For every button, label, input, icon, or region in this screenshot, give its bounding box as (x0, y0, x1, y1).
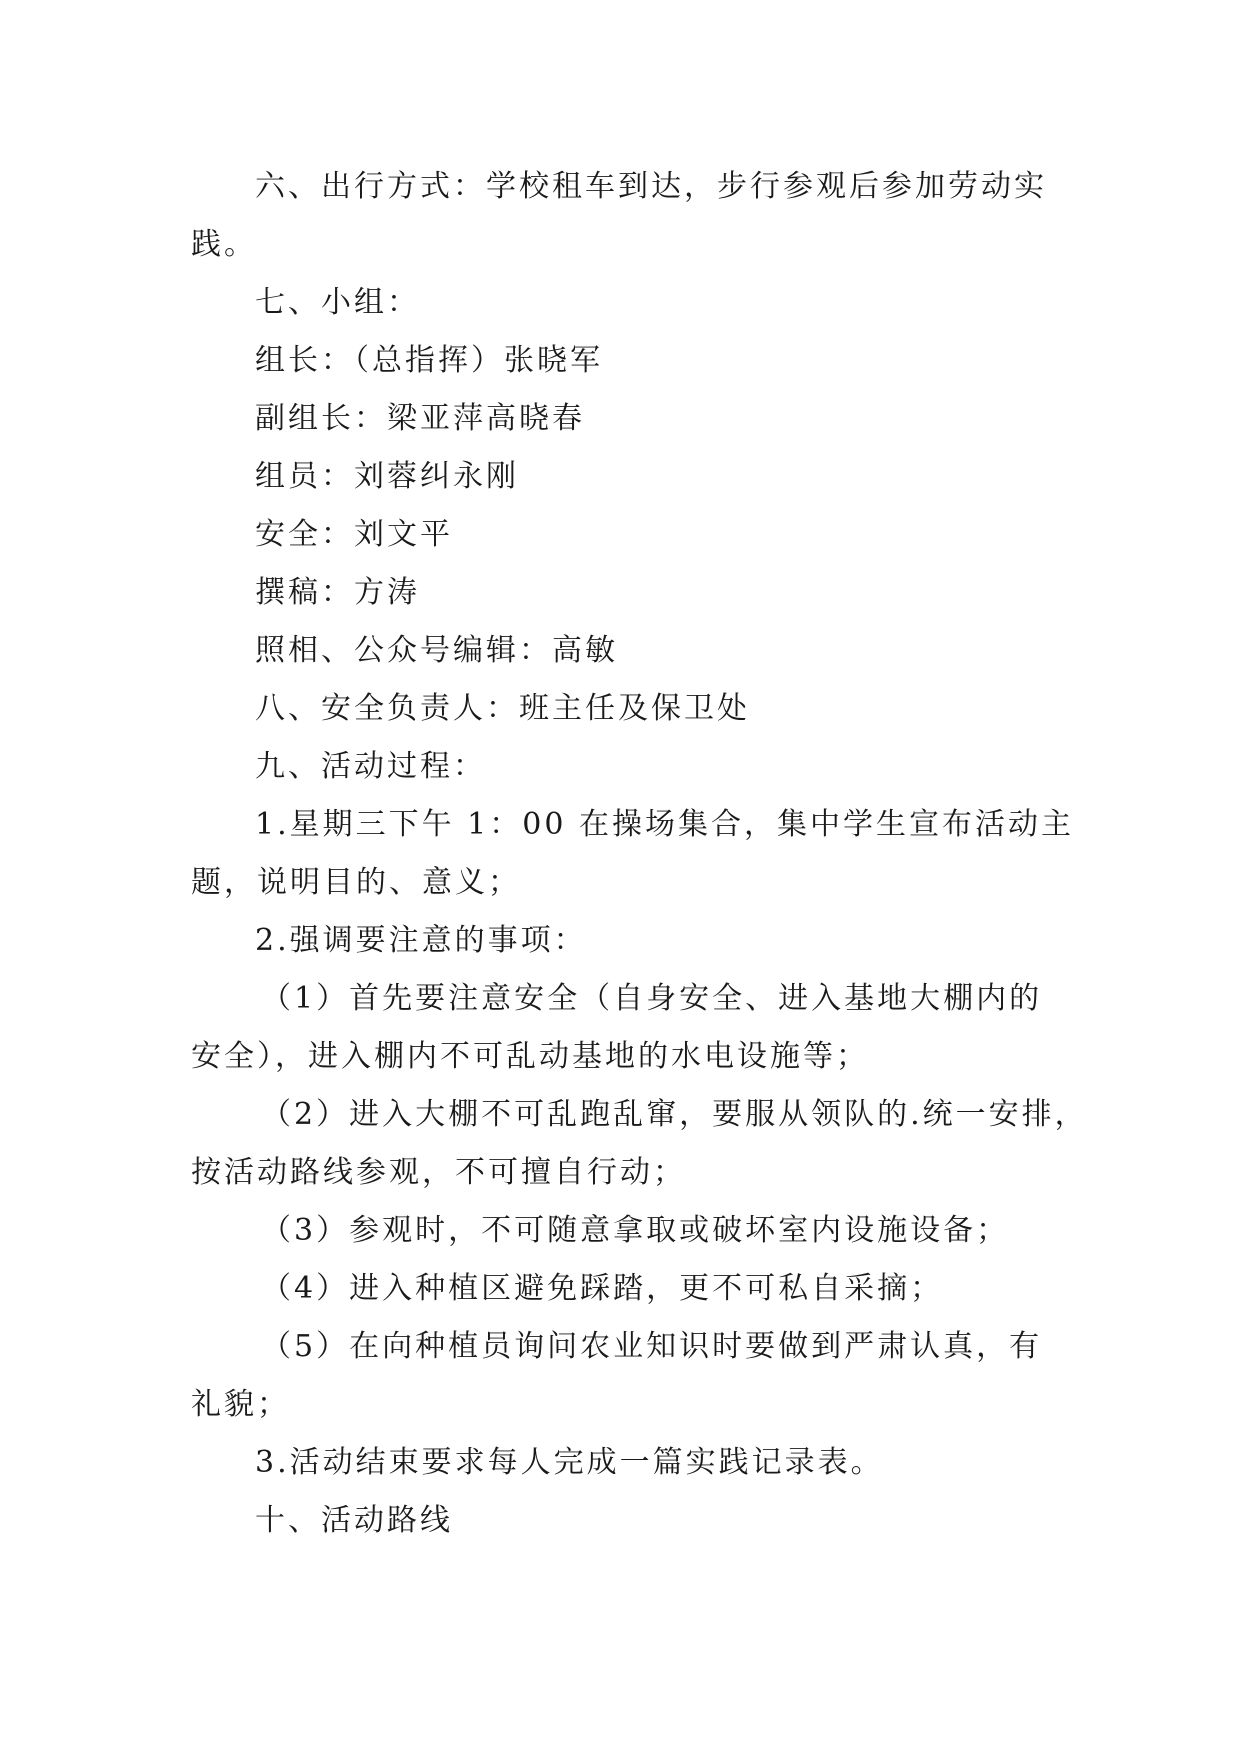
group-members: 组员：刘蓉纠永刚 (255, 459, 519, 494)
notice-5-line-2: 礼貌； (191, 1387, 290, 1422)
process-step-3: 3.活动结束要求每人完成一篇实践记录表。 (255, 1445, 884, 1480)
deputy-leader: 副组长：梁亚萍高晓春 (255, 401, 585, 436)
writer: 撰稿：方涛 (255, 575, 420, 610)
process-step-1-line-1: 1.星期三下午 1：00 在操场集合，集中学生宣布活动主 (255, 807, 1074, 842)
notice-5-line-1: （5）在向种植员询问农业知识时要做到严肃认真，有 (261, 1329, 1043, 1364)
group-heading: 七、小组： (255, 285, 420, 320)
travel-method-line-2: 践。 (191, 227, 257, 262)
route-heading: 十、活动路线 (255, 1503, 453, 1538)
travel-method-line-1: 六、出行方式：学校租车到达，步行参观后参加劳动实 (255, 169, 1047, 204)
notice-2-line-2: 按活动路线参观，不可擅自行动； (191, 1155, 686, 1190)
group-leader: 组长：（总指挥）张晓军 (255, 343, 603, 378)
notice-1-line-1: （1）首先要注意安全（自身安全、进入基地大棚内的 (261, 981, 1043, 1016)
process-heading: 九、活动过程： (255, 749, 486, 784)
notice-1-line-2: 安全），进入棚内不可乱动基地的水电设施等； (191, 1039, 869, 1074)
notice-2-line-1: （2）进入大棚不可乱跑乱窜，要服从领队的.统一安排， (261, 1097, 1088, 1132)
safety-responsible: 八、安全负责人：班主任及保卫处 (255, 691, 750, 726)
document-body (191, 158, 1088, 1550)
notice-3: （3）参观时，不可随意拿取或破坏室内设施设备； (261, 1213, 1010, 1248)
photo-editor: 照相、公众号编辑：高敏 (255, 633, 618, 668)
process-step-2: 2.强调要注意的事项： (255, 923, 587, 958)
safety-officer: 安全：刘文平 (255, 517, 453, 552)
process-step-1-line-2: 题，说明目的、意义； (191, 865, 521, 900)
notice-4: （4）进入种植区避免踩踏，更不可私自采摘； (261, 1271, 944, 1306)
